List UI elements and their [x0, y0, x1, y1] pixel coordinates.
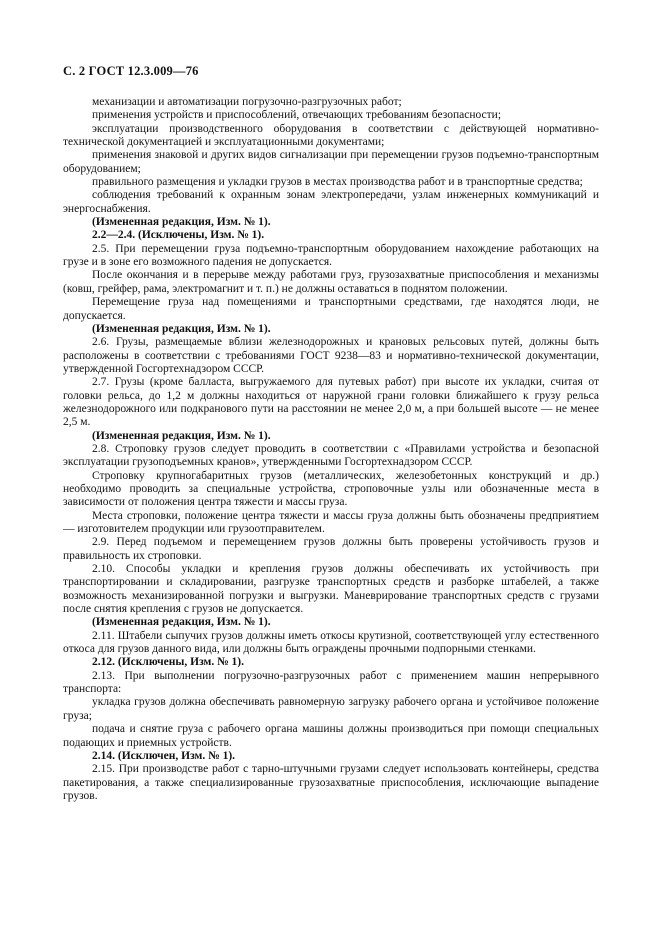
paragraph: Строповку крупногабаритных грузов (металлических, железобетонных конструкций и др.) необходимо проводить за специальные устройства, строповочные узлы или обозначенные места в зависимости от положения центра тяжести и массы груза.: [63, 469, 599, 509]
paragraph: 2.6. Грузы, размещаемые вблизи железнодорожных и крановых рельсовых путей, должны быть расположены в соответствии с требованиями ГОСТ 9238—83 и нормативно-технической документации, утвержденной Госгортехнадзором СССР.: [63, 336, 599, 375]
paragraph: Перемещение груза над помещениями и транспортными средствами, где находятся люди, не допускается.: [63, 296, 599, 322]
page-header: С. 2 ГОСТ 12.3.009—76: [63, 64, 199, 78]
paragraph: применения знаковой и других видов сигнализации при перемещении грузов подъемно-транспортным оборудованием;: [63, 149, 599, 175]
paragraph: Места строповки, положение центра тяжести и массы груза должны быть обозначены предприятием — изготовителем продукции или грузоотправителем.: [63, 509, 599, 535]
paragraph: 2.13. При выполнении погрузочно-разгрузочных работ с применением машин непрерывного транспорта:: [63, 669, 599, 696]
paragraph: соблюдения требований к охранным зонам электропередачи, узлам инженерных коммуникаций и энергоснабжения.: [63, 189, 599, 215]
paragraph: укладка грузов должна обеспечивать равномерную загрузку рабочего органа и устойчивое положение груза;: [63, 696, 599, 722]
amendment-note: (Измененная редакция, Изм. № 1).: [92, 616, 271, 629]
amendment-note: (Измененная редакция, Изм. № 1).: [92, 429, 271, 442]
paragraph: 2.8. Строповку грузов следует проводить в соответствии с «Правилами устройства и безопасной эксплуатации грузоподъемных кранов», утвержденными Госгортехнадзором СССР.: [63, 442, 599, 469]
amendment-note: 2.12. (Исключены, Изм. № 1).: [92, 656, 244, 669]
paragraph: 2.11. Штабели сыпучих грузов должны иметь откосы крутизной, соответствующей углу естественного откоса для грузов данного вида, или должны быть ограждены прочными подпорными стенками.: [63, 629, 599, 656]
amendment-note: (Измененная редакция, Изм. № 1).: [92, 216, 271, 229]
paragraph: эксплуатации производственного оборудования в соответствии с действующей нормативно-технической документацией и эксплуатационными документами;: [63, 122, 599, 149]
paragraph: 2.5. При перемещении груза подъемно-транспортным оборудованием нахождение работающих на грузе и в зоне его возможного падения не допускается.: [63, 242, 599, 269]
paragraph: 2.15. При производстве работ с тарно-штучными грузами следует использовать контейнеры, средства пакетирования, а также специализированные грузозахватные приспособления, исключающие выпадение грузов.: [63, 763, 599, 802]
paragraph: 2.7. Грузы (кроме балласта, выгружаемого для путевых работ) при высоте их укладки, считая от головки рельса, до 1,2 м должны находиться от наружной грани головки ближайшего к грузу рельса железнодорожного или подкранового пути на расстоянии не менее 2,0 м, а при большей высоте — не менее 2,5 м.: [63, 376, 599, 429]
paragraph: правильного размещения и укладки грузов в местах производства работ и в транспортные средства;: [92, 176, 583, 189]
paragraph: подача и снятие груза с рабочего органа машины должны производиться при помощи специальных подающих и приемных устройств.: [63, 723, 599, 749]
paragraph: механизации и автоматизации погрузочно-разгрузочных работ;: [92, 96, 402, 108]
document-body: [63, 96, 599, 803]
paragraph: применения устройств и приспособлений, отвечающих требованиям безопасности;: [92, 109, 502, 122]
amendment-note: 2.2—2.4. (Исключены, Изм. № 1).: [92, 229, 265, 242]
amendment-note: (Измененная редакция, Изм. № 1).: [92, 322, 271, 335]
paragraph: После окончания и в перерыве между работами груз, грузозахватные приспособления и механизмы (ковш, грейфер, рама, электромагнит и т. п.) не должны оставаться в поднятом положении.: [63, 269, 599, 295]
paragraph: 2.10. Способы укладки и крепления грузов должны обеспечивать их устойчивость при транспортировании и складировании, разгрузке транспортных средств и разборке штабелей, а также возможность механизированной погрузки и выгрузки. Маневрирование транспортных средств с грузами после снятия крепления с грузов не допускается.: [63, 563, 599, 616]
amendment-note: 2.14. (Исключен, Изм. № 1).: [92, 749, 236, 762]
paragraph: 2.9. Перед подъемом и перемещением грузов должны быть проверены устойчивость грузов и правильность их строповки.: [63, 536, 599, 562]
